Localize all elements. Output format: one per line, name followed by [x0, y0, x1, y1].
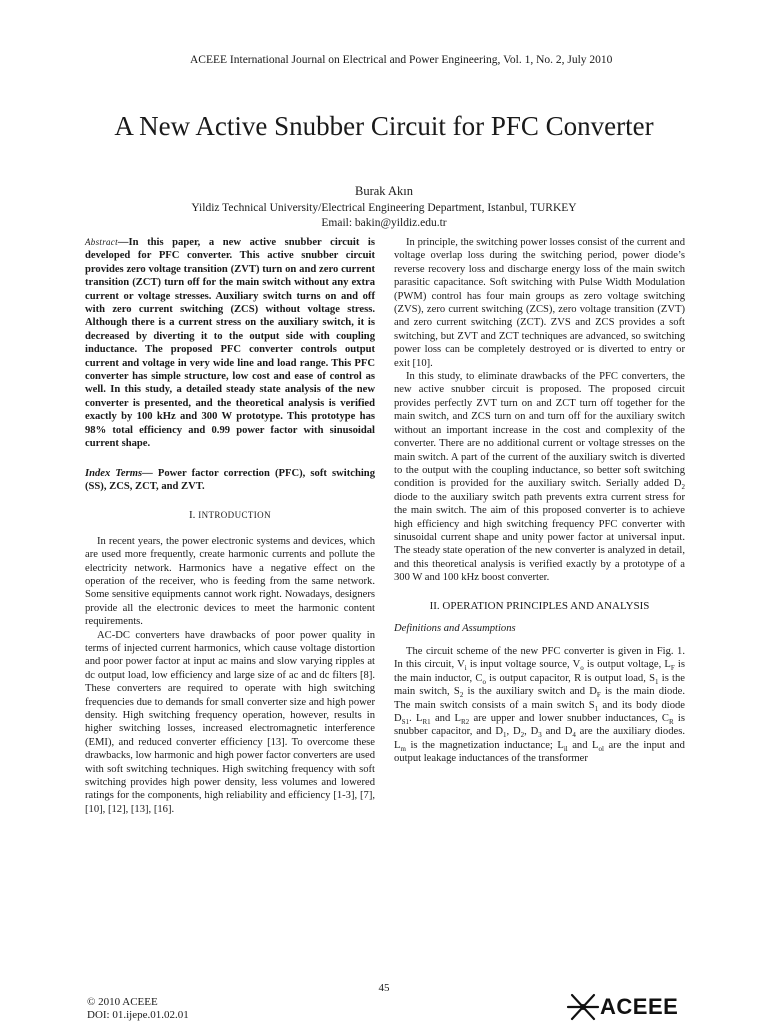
text-run: is the auxiliary switch and D [463, 686, 597, 698]
subscript: il [563, 744, 568, 753]
text-run: . L [409, 713, 423, 724]
right-column [394, 236, 685, 766]
text-run: are the input and output leakage inductances of the transformer [394, 739, 685, 765]
logo-text: ACEEE [600, 994, 679, 1019]
subscript: 2 [459, 691, 464, 700]
subscript: o [580, 664, 584, 673]
author-name: Burak Akın [355, 184, 413, 198]
text-run: is the magnetization inductance; L [405, 739, 564, 751]
aceee-logo [566, 991, 678, 1023]
abstract-label: Abstract [85, 237, 118, 247]
subsection-heading-definitions: Definitions and Assumptions [394, 622, 516, 634]
subscript: 2 [520, 731, 525, 740]
section-heading-introduction [85, 509, 375, 522]
subscript: 3 [538, 731, 542, 740]
subscript: 1 [655, 677, 659, 686]
subscript: ol [598, 744, 604, 753]
text-run: is snubber capacitor, and D [394, 713, 685, 738]
text-run: , D [506, 726, 521, 738]
footer-doi: DOI: 01.ijepe.01.02.01 [87, 1009, 189, 1021]
text-run: diode to the auxiliary switch path prevents extra current stress for the main switch. The aim of this proposed converter is to achieve high efficiency and high switching frequency PFC converter with sinusoidal current shape and unity power factor at universal input. The steady state operation of the new converter is analyzed in detail, and this theoretical analysis is verified exactly by a prototype of a 300 W and 100 kHz boost converter. [394, 491, 685, 584]
intro-paragraph-2: AC-DC converters have drawbacks of poor power quality in terms of injected current harmonics, which cause voltage distortion and poor power factor at input ac mains and slow varying ripples at dc output load, low efficiency and large size of ac and dc filters [8]. These converters are required to operate with high switching frequencies due to demands for small converter size and high power density. High switching frequency operation, however, results in higher switching losses, increased electromagnetic interference (EMI), and reduced converter efficiency [13]. To overcome these drawbacks, low harmonic and high power factor converters are used with soft switching techniques. High switching frequency with soft switching provides high power density, less volumes and lowered ratings for the components, high reliability and efficiency [1-3], [7], [10], [12], [13], [16]. [85, 629, 375, 815]
starburst-icon [566, 991, 600, 1023]
paper-title: A New Active Snubber Circuit for PFC Converter [114, 111, 654, 141]
subscript: 1 [594, 704, 599, 713]
subscript: m [400, 744, 406, 753]
text-run: is output capacitor, R is output load, S [485, 672, 656, 684]
text-run: are the auxiliary diodes. L [394, 726, 685, 751]
subscript: S1 [401, 718, 410, 727]
text-run: In this study, to eliminate drawbacks of the PFC converters, the new active snubber circuit is proposed. The proposed circuit provides perfectly ZVT turn on and ZCT turn off together for the main switch, and ZCS turn on and turn off for the auxiliary switch without an important increase in the cost and complexity of the converter. There are no additional current or voltage stresses on the main switch. A part of the current of the auxiliary switch is diverted to the output with the coupling inductance, so better soft switching condition is provided for the auxiliary switch. Serially added D [394, 371, 685, 490]
left-column [85, 236, 375, 816]
subscript: 1 [503, 731, 507, 740]
text-run: and L [567, 739, 599, 751]
subscript: R [668, 718, 674, 727]
subscript: R2 [461, 718, 470, 727]
text-run: is the main switch, S [394, 672, 685, 698]
text-run: is the main inductor, C [394, 659, 685, 684]
abstract [85, 236, 375, 451]
subscript: 2 [681, 483, 685, 492]
text-run: is the main diode. The main switch consists of a main switch S [394, 686, 685, 711]
text-run: is input voltage source, V [466, 659, 581, 671]
subscript: i [464, 664, 467, 673]
text-run: The circuit scheme of the new PFC converter is given in Fig. 1. In this circuit, V [394, 645, 685, 671]
text-run: and D [541, 726, 573, 738]
section-heading-operation-principles: II. OPERATION PRINCIPLES AND ANALYSIS [429, 599, 650, 612]
section-number: I. [189, 509, 196, 522]
intro-paragraph-1: In recent years, the power electronic systems and devices, which are used more frequently, create harmonic currents and pollute the electricity network. Harmonics have a negative effect on the operation of the receiver, who is feeding from the same network. Some sensitive equipments cannot work right. Nowadays, designers provide all the electronic devices to meet the harmonic content requirements. [85, 535, 375, 628]
subscript: F [596, 691, 601, 700]
index-terms-text: — Power factor correction (PFC), soft switching (SS), ZCS, ZCT, and ZVT. [85, 467, 375, 492]
index-terms-label: Index Terms [85, 467, 143, 479]
author-affiliation: Yildiz Technical University/Electrical Engineering Department, Istanbul, TURKEY [191, 202, 577, 214]
text-run: and its body diode D [394, 699, 685, 724]
footer-copyright: © 2010 ACEEE [87, 996, 158, 1008]
footer-info [87, 996, 189, 1022]
text-run: , D [524, 726, 539, 738]
text-run: is output voltage, L [583, 659, 671, 671]
text-run: and L [430, 713, 462, 724]
abstract-text: —In this paper, a new active snubber circuit is developed for PFC converter. This active snubber circuit provides zero voltage transition (ZVT) turn on and zero current transition (ZCT) turn off for the main switch without any extra current or voltage stresses. Auxiliary switch turns on and off with zero current switching (ZCS) without voltage stress. Although there is a current stress on the auxiliary switch, it is decreased by diverting it to the output side with coupling inductance. The proposed PFC converter controls output current and voltage in very wide line and load range. This PFC converter has simple structure, low cost and ease of control as well. In this study, a detailed steady state analysis of the new converter is presented, and the theoretical analysis is verified exactly by 100 kHz and 300 W prototype. This prototype has 98% total efficiency and 0.99 power factor with sinusoidal current shape. [85, 237, 375, 450]
right-paragraph-3 [394, 645, 685, 766]
subscript: F [670, 664, 675, 673]
index-terms [85, 467, 375, 494]
page-number: 45 [378, 982, 390, 994]
journal-header: ACEEE International Journal on Electrical and Power Engineering, Vol. 1, No. 2, July 2010 [190, 54, 613, 66]
section-title: INTRODUCTION [198, 510, 271, 521]
right-paragraph-2 [394, 370, 685, 585]
right-paragraph-1: In principle, the switching power losses consist of the current and voltage overlap loss during the switching period, power diode’s reverse recovery loss and discharge energy loss of the main switch parasitic capacitance. Soft switching with Pulse Width Modulation (PWM) control has four main groups as zero voltage switching (ZVS), zero current switching (ZCS), zero voltage transition (ZVT) and zero current switching (ZCT). ZVS and ZCS provides a soft switching, but ZVT and ZCT techniques are advanced, so switching power loss can be completely destroyed or is diverted to entry or exit [10]. [394, 237, 685, 369]
subscript: R1 [422, 718, 431, 727]
author-email: Email: bakin@yildiz.edu.tr [321, 217, 447, 229]
subscript: 4 [572, 731, 576, 740]
text-run: are upper and lower snubber inductances, C [469, 713, 669, 724]
subscript: o [482, 677, 486, 686]
